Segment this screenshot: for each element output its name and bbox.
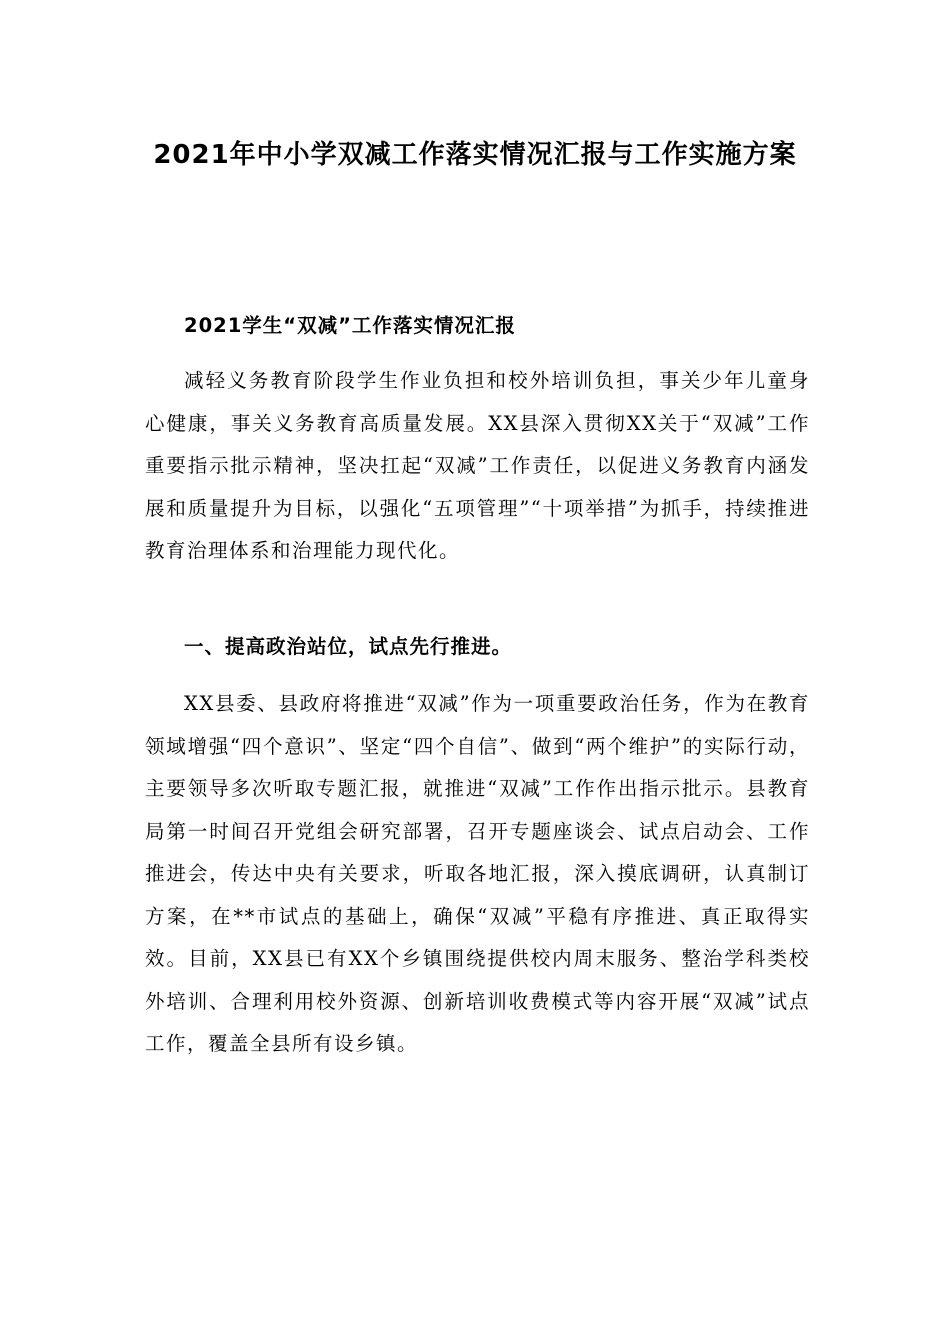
report-heading: 2021学生“双减”工作落实情况汇报 xyxy=(184,314,516,337)
document-title: 2021年中小学双减工作落实情况汇报与工作实施方案 xyxy=(153,140,797,170)
section-1-heading: 一、提高政治站位，试点先行推进。 xyxy=(184,635,513,658)
section-1-paragraph: XX县委、县政府将推进“双减”作为一项重要政治任务，作为在教育领域增强“四个意识”、坚定“四个自信”、做到“两个维护”的实际行动，主要领导多次听取专题汇报，就推进“双减”工作作出指示批示。县教育局第一时间召开党组会研究部署，召开专题座谈会、试点启动会、工作推进会，传达中央有关要求，听取各地汇报，深入摸底调研，认真制订方案，在**市试点的基础上，确保“双减”平稳有序推进、真正取得实效。目前，XX县已有XX个乡镇围绕提供校内周末服务、整治学科类校外培训、合理利用校外资源、创新培训收费模式等内容开展“双减”试点工作，覆盖全县所有设乡镇。 xyxy=(145,692,810,1055)
intro-paragraph: 减轻义务教育阶段学生作业负担和校外培训负担，事关少年儿童身心健康，事关义务教育高质量发展。XX县深入贯彻XX关于“双减”工作重要指示批示精神，坚决扛起“双减”工作责任，以促进义务教育内涵发展和质量提升为目标，以强化“五项管理”“十项举措”为抓手，持续推进教育治理体系和治理能力现代化。 xyxy=(145,369,810,562)
